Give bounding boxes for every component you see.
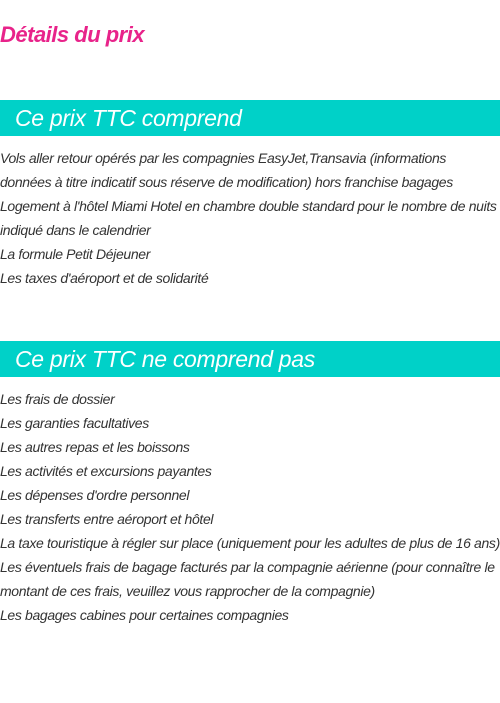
section-heading-not-included: Ce prix TTC ne comprend pas	[0, 341, 500, 377]
section-heading-included: Ce prix TTC comprend	[0, 100, 500, 136]
list-item: Les frais de dossier	[0, 391, 115, 407]
list-item: Les transferts entre aéroport et hôtel	[0, 511, 214, 527]
list-item: Vols aller retour opérés par les compagnies EasyJet,Transavia (informations données à titre indicatif sous réserve de modification) hors franchise bagages	[0, 150, 453, 190]
section-not-included	[0, 341, 500, 627]
list-item: Les taxes d'aéroport et de solidarité	[0, 270, 209, 286]
included-list	[0, 146, 500, 290]
list-item: Les autres repas et les boissons	[0, 439, 190, 455]
list-item: Les bagages cabines pour certaines compagnies	[0, 607, 289, 623]
section-included	[0, 100, 500, 290]
not-included-list	[0, 387, 500, 627]
list-item: Les dépenses d'ordre personnel	[0, 487, 190, 503]
list-item: Les éventuels frais de bagage facturés par la compagnie aérienne (pour connaître le montant de ces frais, veuillez vous rapprocher de la compagnie)	[0, 559, 495, 599]
list-item: Les garanties facultatives	[0, 415, 149, 431]
page-title: Détails du prix	[0, 22, 145, 47]
list-item: Logement à l'hôtel Miami Hotel en chambre double standard pour le nombre de nuits indiqué dans le calendrier	[0, 198, 497, 238]
list-item: La formule Petit Déjeuner	[0, 246, 151, 262]
list-item: Les activités et excursions payantes	[0, 463, 212, 479]
list-item: La taxe touristique à régler sur place (uniquement pour les adultes de plus de 16 ans)	[0, 535, 500, 551]
